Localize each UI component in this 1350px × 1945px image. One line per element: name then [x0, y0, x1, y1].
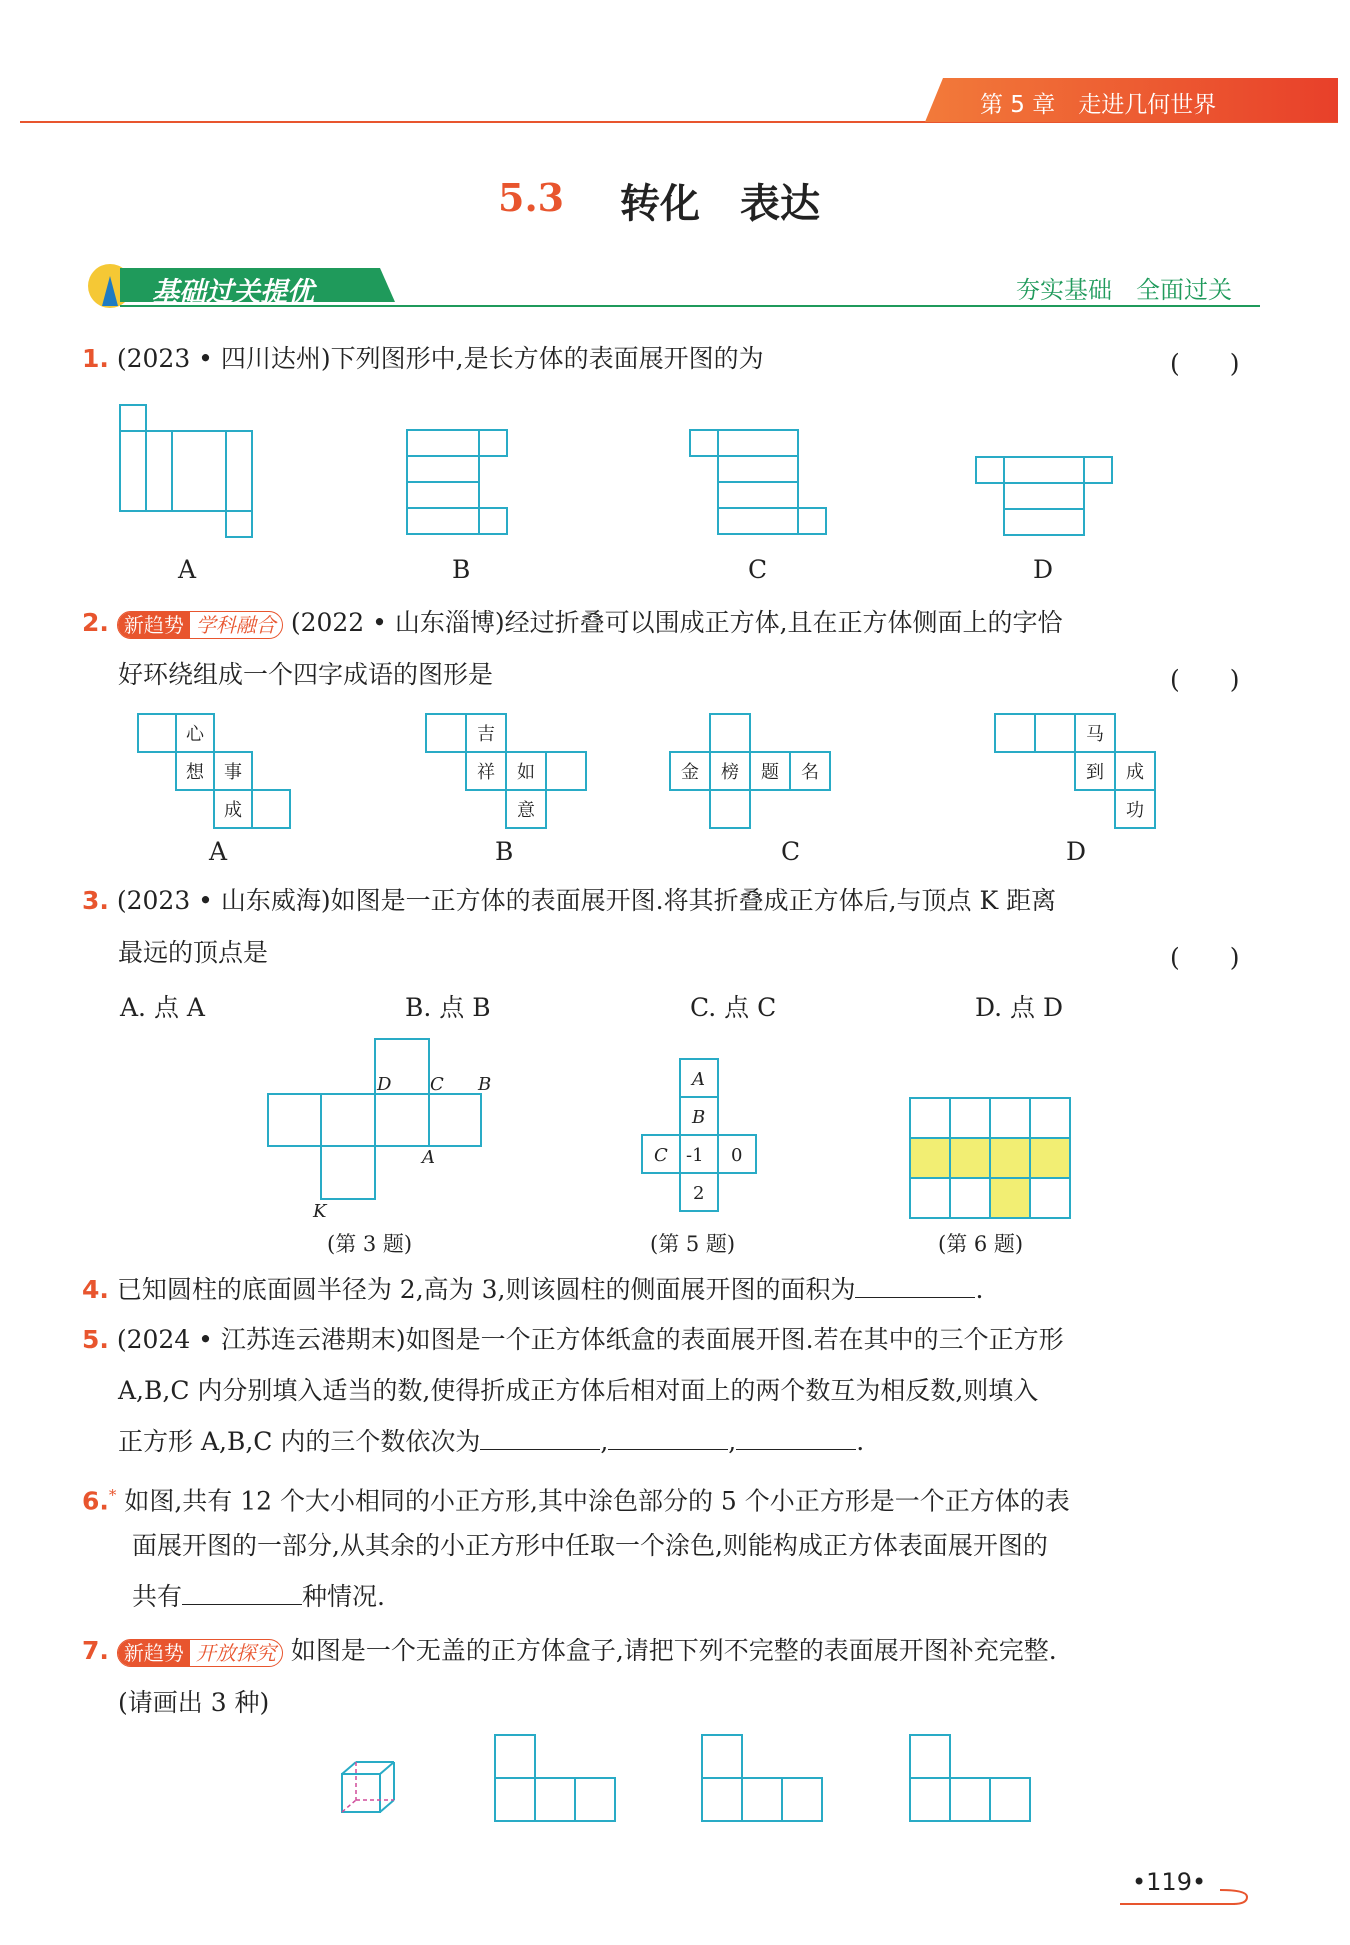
banner-motto: 夯实基础 全面过关	[1016, 276, 1232, 304]
question-2	[82, 608, 1063, 639]
trend-tag: 新趋势 开放探究	[117, 1639, 283, 1667]
q2-option-a: A	[209, 837, 228, 866]
question-5	[82, 1325, 1064, 1355]
section-number: 5.3	[498, 175, 565, 220]
open-cube-icon	[342, 1762, 394, 1812]
net-a	[138, 714, 290, 828]
question-text: (2023 • 山东威海)如图是一正方体的表面展开图.将其折叠成正方体后,与顶点 K 距离	[116, 886, 1057, 915]
figure-6-caption: (第 6 题)	[938, 1232, 1024, 1256]
question-1	[82, 344, 764, 374]
question-text: (2024 • 江苏连云港期末)如图是一个正方体纸盒的表面展开图.若在其中的三个正方形	[116, 1325, 1064, 1354]
answer-paren: ( )	[1170, 349, 1240, 378]
question-number: 4.	[82, 1275, 109, 1304]
cell-label: C	[654, 1145, 668, 1166]
vertex-label: D	[377, 1074, 392, 1095]
net-c	[690, 430, 826, 534]
q3-option-c: C. 点 C	[690, 993, 777, 1022]
net-char: 榜	[721, 762, 739, 783]
net-char: 金	[681, 762, 699, 783]
net-char: 心	[186, 724, 204, 745]
figure-6	[905, 1095, 1075, 1225]
question-3-line2: 最远的顶点是	[118, 938, 269, 967]
cell-label: 2	[693, 1183, 705, 1204]
cell-label: -1	[686, 1145, 704, 1166]
question-2-line2: 好环绕组成一个四字成语的图形是	[118, 660, 494, 689]
figure-5	[635, 1055, 765, 1225]
net-char: 马	[1086, 724, 1104, 745]
figure-5-caption: (第 5 题)	[650, 1232, 736, 1256]
net-d	[995, 714, 1155, 828]
vertex-label: B	[478, 1074, 492, 1095]
q1-option-a: A	[178, 555, 197, 584]
net-b	[426, 714, 586, 828]
q7-figures	[330, 1730, 1050, 1830]
vertex-label: C	[430, 1074, 444, 1095]
question-text: 已知圆柱的底面圆半径为 2,高为 3,则该圆柱的侧面展开图的面积为	[116, 1275, 856, 1304]
figure-3-caption: (第 3 题)	[327, 1232, 413, 1256]
question-text: 如图是一个无盖的正方体盒子,请把下列不完整的表面展开图补充完整.	[290, 1636, 1057, 1665]
vertex-label: K	[313, 1201, 327, 1222]
net-char: 到	[1086, 762, 1104, 783]
q1-option-d: D	[1033, 555, 1054, 584]
q2-option-c: C	[781, 837, 801, 866]
answer-paren: ( )	[1170, 943, 1240, 972]
net-char: 祥	[477, 762, 495, 783]
q2-option-b: B	[495, 837, 514, 866]
net-char: 名	[801, 762, 819, 783]
net-char: 吉	[477, 724, 495, 745]
cell-label: B	[692, 1107, 706, 1128]
q2-option-d: D	[1066, 837, 1087, 866]
footer-ornament	[1115, 1880, 1255, 1910]
figure-3	[260, 1035, 500, 1225]
q1-option-b: B	[452, 555, 471, 584]
q3-option-a: A. 点 A	[120, 993, 205, 1022]
net-char: 成	[1126, 762, 1144, 783]
question-number: 6.	[82, 1486, 109, 1516]
question-6-line3: 共有 种情况.	[132, 1582, 385, 1611]
net-c	[670, 714, 830, 828]
partial-net-2	[702, 1735, 822, 1821]
answer-blank[interactable]	[480, 1427, 600, 1450]
q2-figures	[130, 710, 1170, 850]
q3-option-d: D. 点 D	[975, 993, 1064, 1022]
answer-blank[interactable]	[608, 1427, 728, 1450]
question-3	[82, 886, 1056, 916]
q1-figures	[100, 400, 1140, 545]
question-number: 3.	[82, 886, 109, 915]
question-7	[82, 1636, 1057, 1667]
net-a	[120, 405, 252, 537]
net-char: 功	[1126, 800, 1144, 821]
net-b	[407, 430, 507, 534]
question-text: (2022 • 山东淄博)经过折叠可以围成正方体,且在正方体侧面上的字恰	[290, 608, 1063, 637]
partial-net-1	[495, 1735, 615, 1821]
answer-blank[interactable]	[855, 1275, 975, 1298]
question-6	[82, 1480, 1070, 1516]
section-title: 转化 表达	[620, 180, 820, 227]
net-char: 想	[186, 762, 204, 783]
banner-label: 基础过关提优	[152, 277, 314, 308]
question-text: (2023 • 四川达州)下列图形中,是长方体的表面展开图的为	[116, 344, 764, 373]
question-number: 2.	[82, 608, 109, 637]
partial-net-3	[910, 1735, 1030, 1821]
answer-blank[interactable]	[736, 1427, 856, 1450]
question-text: 如图,共有 12 个大小相同的小正方形,其中涂色部分的 5 个小正方形是一个正方体的表	[124, 1486, 1070, 1516]
q3-option-b: B. 点 B	[405, 993, 491, 1022]
vertex-label: A	[422, 1147, 435, 1168]
q1-option-c: C	[748, 555, 768, 584]
page-number: •119•	[1132, 1868, 1207, 1896]
net-char: 题	[761, 762, 779, 783]
net-d	[976, 457, 1112, 535]
question-7-line2: (请画出 3 种)	[118, 1688, 270, 1717]
chapter-label: 第 5 章 走进几何世界	[980, 92, 1217, 118]
star-mark: *	[108, 1486, 117, 1504]
question-number: 1.	[82, 344, 109, 373]
trend-tag: 新趋势 学科融合	[117, 611, 283, 639]
question-number: 5.	[82, 1325, 109, 1354]
question-5-line2: A,B,C 内分别填入适当的数,使得折成正方体后相对面上的两个数互为相反数,则填入	[118, 1376, 1039, 1405]
answer-paren: ( )	[1170, 665, 1240, 694]
question-5-line3: 正方形 A,B,C 内的三个数依次为 , , .	[118, 1427, 865, 1456]
question-number: 7.	[82, 1636, 109, 1665]
net-char: 事	[224, 762, 242, 783]
net-char: 成	[224, 800, 242, 821]
question-6-line2: 面展开图的一部分,从其余的小正方形中任取一个涂色,则能构成正方体表面展开图的	[132, 1531, 1048, 1560]
net-char: 意	[517, 800, 535, 821]
cell-label: 0	[731, 1145, 743, 1166]
answer-blank[interactable]	[182, 1582, 302, 1605]
net-char: 如	[517, 762, 535, 783]
cell-label: A	[692, 1069, 705, 1090]
question-4: 4. 已知圆柱的底面圆半径为 2,高为 3,则该圆柱的侧面展开图的面积为 .	[82, 1275, 984, 1304]
